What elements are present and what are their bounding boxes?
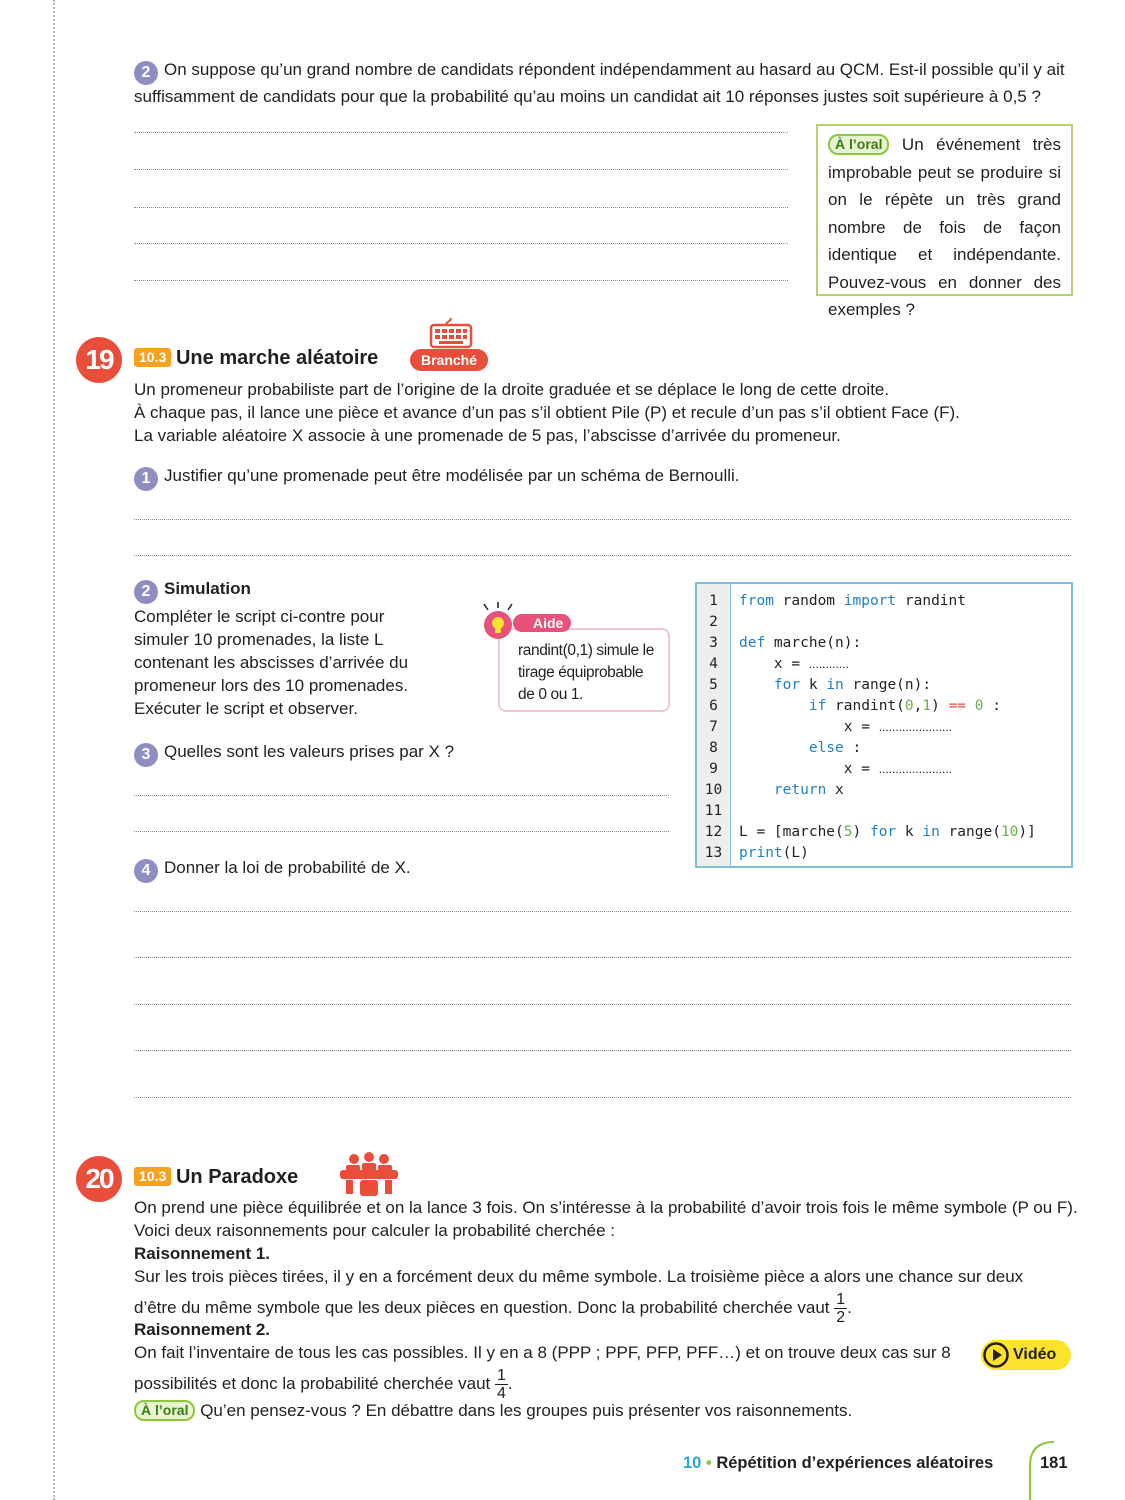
answer-line[interactable] (134, 555, 1071, 556)
intro-line: Un promeneur probabiliste part de l’origine de la droite graduée et se déplace le long de cette droite. (134, 380, 890, 399)
video-button[interactable] (981, 1340, 1071, 1370)
text-line: Compléter le script ci-contre pour (134, 607, 385, 626)
question-number: 3 (134, 743, 158, 767)
intro-line: À chaque pas, il lance une pièce et avance d’un pas s’il obtient Pile (P) et recule d’un pas s’il obtient Face (F). (134, 403, 960, 422)
exercise-number-19: 19 (76, 337, 122, 383)
ex19-q2-text (134, 605, 474, 720)
text-line: simuler 10 promenades, la liste L (134, 630, 384, 649)
text-line: Exécuter le script et observer. (134, 699, 358, 718)
answer-line[interactable] (134, 132, 788, 133)
answer-line[interactable] (134, 207, 788, 208)
q18-part2 (134, 58, 1074, 108)
aide-line: tirage équiprobable (518, 664, 644, 681)
chapter-tag: 10.3 (134, 348, 171, 367)
aide-line: randint(0,1) simule le (518, 642, 654, 659)
question-number: 1 (134, 467, 158, 491)
reasoning-2-title: Raisonnement 2. (134, 1320, 271, 1339)
ex19-q1 (134, 464, 740, 491)
separator: • (705, 1454, 712, 1472)
text-line: On fait l’inventaire de tous les cas possibles. Il y en a 8 (PPP ; PPF, PFP, PFF…) et on trouve deux cas sur 8 (134, 1343, 951, 1362)
question-number: 2 (134, 580, 158, 604)
footer-chapter (683, 1451, 993, 1475)
question-text: Donner la loi de probabilité de X. (164, 858, 411, 877)
exercise-title: Une marche aléatoire (175, 347, 379, 369)
exercise-19-header (134, 347, 378, 370)
oral-callout-box (816, 124, 1073, 319)
text-line: promeneur lors des 10 promenades. (134, 676, 409, 695)
ex20-oral (134, 1399, 852, 1422)
fraction-one-quarter: $\frac{1}{4}$ (497, 1367, 506, 1403)
answer-line[interactable] (134, 1004, 1071, 1005)
aide-text (518, 640, 666, 706)
reasoning-1-conclusion: d’être du même symbole que les deux pièces en question. Donc la probabilité cherchée vaut $\frac{1}{2}$ . (134, 1291, 852, 1327)
reasoning-1-title: Raisonnement 1. (134, 1244, 271, 1263)
ex19-q2-header (134, 577, 251, 604)
text-line: Voici deux raisonnements pour calculer la probabilité cherchée : (134, 1221, 615, 1240)
text-span: d’être du même symbole que les deux pièces en question. Donc la probabilité cherchée vaut (134, 1298, 830, 1317)
answer-line[interactable] (134, 795, 669, 796)
bulb-rays-icon (478, 602, 518, 618)
exercise-20-body (134, 1196, 1094, 1404)
branche-badge[interactable]: Branché (410, 349, 488, 371)
aide-label: Aide (513, 614, 571, 632)
exercise-number-20: 20 (76, 1156, 122, 1202)
oral-text: Qu’en pensez-vous ? En débattre dans les groupes puis présenter vos raisonnements. (200, 1401, 853, 1420)
fraction-one-half: $\frac{1}{2}$ (836, 1291, 846, 1327)
question-text: Quelles sont les valeurs prises par X ? (164, 742, 455, 761)
chapter-title: Répétition d’expériences aléatoires (716, 1454, 994, 1472)
ex19-q4 (134, 856, 411, 883)
question-text: Justifier qu’une promenade peut être modélisée par un schéma de Bernoulli. (164, 466, 740, 485)
question-title: Simulation (164, 579, 251, 598)
play-icon (983, 1342, 1009, 1368)
answer-line[interactable] (134, 911, 1071, 912)
reasoning-2-conclusion: possibilités et donc la probabilité cherchée vaut $\frac{1}{4}$ . (134, 1367, 513, 1403)
keyboard-icon (428, 316, 474, 350)
chapter-number: 10 (683, 1454, 702, 1472)
code-blank[interactable]: ............ (808, 657, 849, 671)
text-line: On prend une pièce équilibrée et on la lance 3 fois. On s’intéresse à la probabilité d’avoir trois fois le même symbole (P ou F). (134, 1198, 1078, 1217)
question-number: 2 (134, 61, 158, 85)
answer-line[interactable] (134, 280, 788, 281)
margin-dotted-line (53, 0, 55, 1500)
oral-badge: À l’oral (134, 1400, 195, 1421)
code-blank[interactable]: ...................... (878, 720, 953, 734)
exercise-20-header (134, 1166, 298, 1189)
answer-line[interactable] (134, 243, 788, 244)
oral-text: Un événement très improbable peut se produire si on le répète un très grand nombre de fois de façon identique et indépendante. Pouvez-vous en donner des exemples ? (828, 135, 1061, 319)
page-number: 181 (1040, 1454, 1068, 1472)
video-label: Vidéo (1013, 1346, 1057, 1363)
exercise-title: Un Paradoxe (175, 1166, 299, 1188)
text-span: possibilités et donc la probabilité cherchée vaut (134, 1374, 491, 1393)
oral-badge: À l’oral (828, 134, 889, 155)
answer-line[interactable] (134, 519, 1071, 520)
answer-line[interactable] (134, 169, 788, 170)
question-number: 4 (134, 859, 158, 883)
ex19-q3 (134, 740, 454, 767)
answer-line[interactable] (134, 831, 669, 832)
question-text: On suppose qu’un grand nombre de candidats répondent indépendamment au hasard au QCM. Est-il possible qu’il y ait suffisamment de candidats pour que la probabilité qu’au moins un candidat ait 10 réponses justes soit supérieure à 0,5 ? (134, 60, 1065, 106)
code-blank[interactable]: ...................... (878, 762, 953, 776)
text-line: Sur les trois pièces tirées, il y en a forcément deux du même symbole. La troisième pièce a alors une chance sur deux (134, 1267, 1024, 1286)
answer-line[interactable] (134, 1097, 1071, 1098)
intro-line: La variable aléatoire X associe à une promenade de 5 pas, l’abscisse d’arrivée du promeneur. (134, 426, 841, 445)
answer-line[interactable] (134, 1050, 1071, 1051)
text-line: contenant les abscisses d’arrivée du (134, 653, 409, 672)
answer-line[interactable] (134, 957, 1071, 958)
group-discussion-icon (338, 1152, 400, 1198)
python-code-block: 1 from random import randint 2 3 def marche(n): 4 x = ............ 5 for k in range(n): 6 if randint(0,1) == 0 : 7 x = ...................... 8 else : 9 x = ...................... 10 return x 11 12 L = [marche(5) for k in range(10)] 13 print(L) (695, 582, 1073, 868)
aide-line: de 0 ou 1. (518, 686, 583, 703)
exercise-19-intro (134, 378, 1094, 447)
chapter-tag: 10.3 (134, 1167, 171, 1186)
